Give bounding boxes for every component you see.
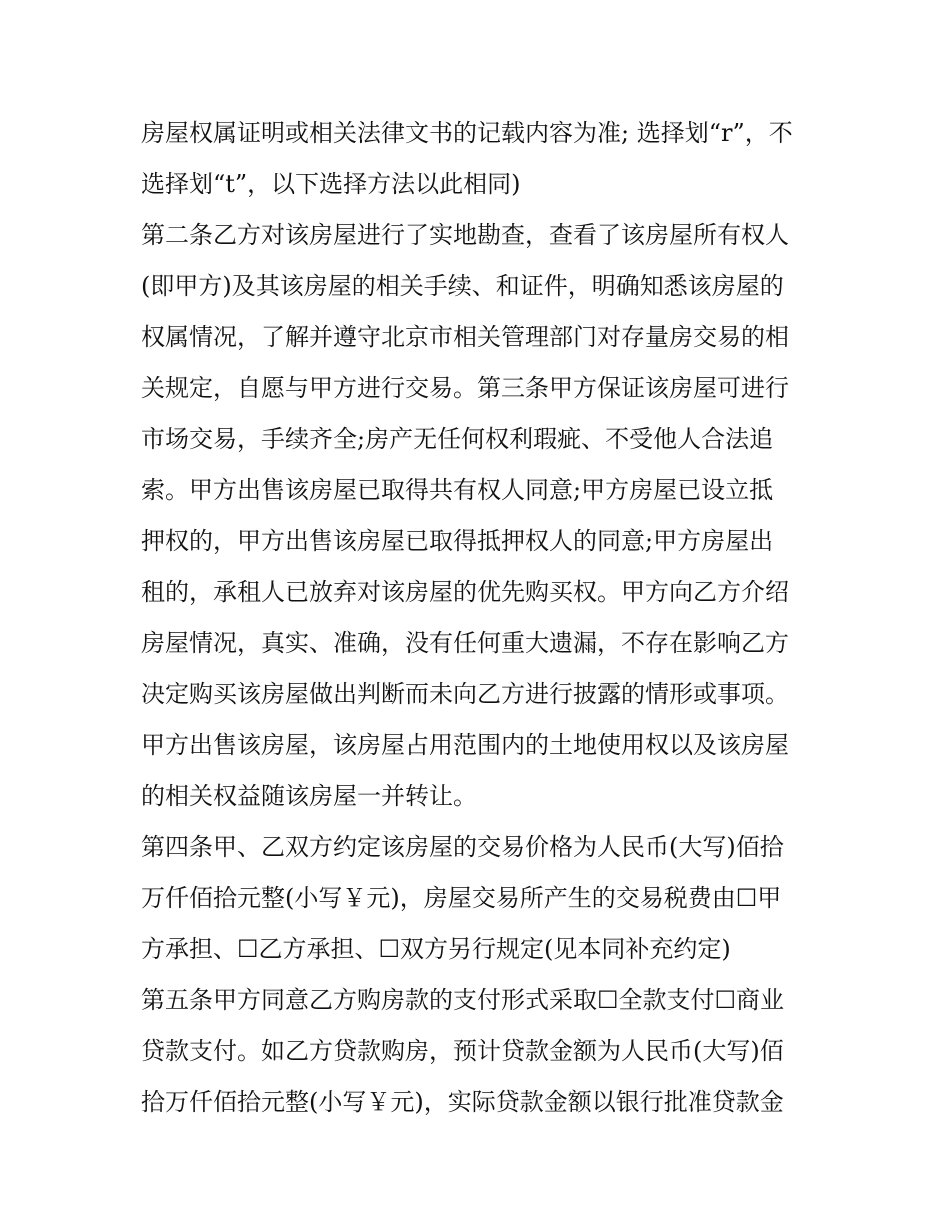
text-line: 贷款支付。如乙方贷款购房，预计贷款金额为人民币(大写)佰 bbox=[141, 1037, 784, 1065]
text-line: (即甲方)及其该房屋的相关手续、和证件，明确知悉该房屋的 bbox=[141, 272, 784, 300]
text-line: 方承担、☐乙方承担、☐双方另行规定(见本同补充约定) bbox=[141, 935, 731, 963]
text-line: 决定购买该房屋做出判断而未向乙方进行披露的情形或事项。 bbox=[141, 680, 789, 708]
contract-text bbox=[141, 108, 821, 1128]
text-line: 市场交易，手续齐全;房产无任何权利瑕疵、不受他人合法追 bbox=[141, 425, 774, 453]
text-line: 第四条甲、乙双方约定该房屋的交易价格为人民币(大写)佰拾 bbox=[141, 833, 784, 861]
text-line: 房屋权属证明或相关法律文书的记载内容为准; 选择划“r”，不 bbox=[141, 119, 793, 147]
text-line: 拾万仟佰拾元整(小写￥元)，实际贷款金额以银行批准贷款金 bbox=[141, 1088, 784, 1116]
text-line: 房屋情况，真实、准确，没有任何重大遗漏，不存在影响乙方 bbox=[141, 629, 789, 657]
text-line: 索。甲方出售该房屋已取得共有权人同意;甲方房屋已设立抵 bbox=[141, 476, 774, 504]
text-line: 权属情况，了解并遵守北京市相关管理部门对存量房交易的相 bbox=[141, 323, 789, 351]
text-line: 关规定，自愿与甲方进行交易。第三条甲方保证该房屋可进行 bbox=[141, 374, 789, 402]
text-line: 万仟佰拾元整(小写￥元)，房屋交易所产生的交易税费由☐甲 bbox=[141, 884, 782, 912]
text-line: 选择划“t”，以下选择方法以此相同) bbox=[141, 170, 521, 198]
text-line: 押权的，甲方出售该房屋已取得抵押权人的同意;甲方房屋出 bbox=[141, 527, 774, 555]
text-line: 甲方出售该房屋，该房屋占用范围内的土地使用权以及该房屋 bbox=[141, 731, 789, 759]
text-line: 第二条乙方对该房屋进行了实地勘查，查看了该房屋所有权人 bbox=[141, 221, 789, 249]
text-line: 第五条甲方同意乙方购房款的支付形式采取☐全款支付☐商业 bbox=[141, 986, 785, 1014]
text-line: 的相关权益随该房屋一并转让。 bbox=[141, 782, 477, 810]
text-line: 租的，承租人已放弃对该房屋的优先购买权。甲方向乙方介绍 bbox=[141, 578, 789, 606]
